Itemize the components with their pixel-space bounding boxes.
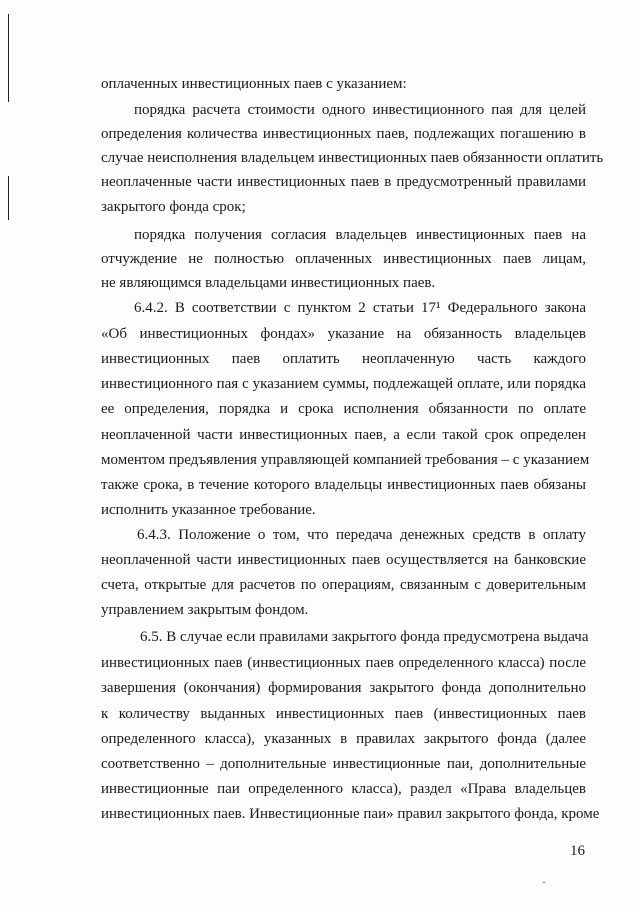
text-line: случае неисполнения владельцем инвестиционных паев обязанности оплатить (101, 150, 604, 166)
text-line: инвестиционных паев (инвестиционных паев определенного класса) после (101, 655, 586, 671)
text-line: к количеству выданных инвестиционных паев (инвестиционных паев (101, 706, 586, 722)
text-line: 6.4.2. В соответствии с пунктом 2 статьи 17¹ Федерального закона (134, 300, 586, 316)
text-line: неоплаченные части инвестиционных паев в предусмотренный правилами (101, 174, 586, 190)
text-line: моментом предъявления управляющей компанией требования – с указанием (101, 452, 590, 468)
text-line: инвестиционных паев оплатить неоплаченную часть каждого (101, 351, 586, 367)
text-line: завершения (окончания) формирования закрытого фонда дополнительно (101, 680, 586, 696)
text-line: 6.5. В случае если правилами закрытого фонда предусмотрена выдача (140, 629, 589, 645)
text-line: закрытого фонда срок; (101, 199, 246, 215)
text-line: не являющимся владельцами инвестиционных паев. (101, 275, 436, 291)
text-line: неоплаченной части инвестиционных паев, а если такой срок определен (101, 427, 586, 443)
scan-speck (543, 882, 545, 883)
margin-mark-top (8, 14, 9, 102)
margin-mark-middle (8, 176, 9, 220)
text-line: отчуждение не полностью оплаченных инвестиционных паев лицам, (101, 251, 586, 267)
text-line: счета, открытые для расчетов по операциям, связанным с доверительным (101, 577, 586, 593)
text-line: порядка получения согласия владельцев инвестиционных паев на (134, 227, 586, 243)
page-number: 16 (570, 843, 585, 859)
text-line: также срока, в течение которого владельцы инвестиционных паев обязаны (101, 477, 586, 493)
text-line: 6.4.3. Положение о том, что передача денежных средств в оплату (137, 527, 586, 543)
text-line: порядка расчета стоимости одного инвестиционного пая для целей (134, 102, 586, 118)
text-line: управлением закрытым фондом. (101, 602, 309, 618)
text-line: ее определения, порядка и срока исполнения обязанности по оплате (101, 401, 586, 417)
text-line: определения количества инвестиционных паев, подлежащих погашению в (101, 126, 586, 142)
text-line: инвестиционные паи определенного класса), раздел «Права владельцев (101, 781, 586, 797)
text-line: соответственно – дополнительные инвестиционные паи, дополнительные (101, 756, 586, 772)
text-line: инвестиционного пая с указанием суммы, подлежащей оплате, или порядка (101, 376, 586, 392)
text-line: исполнить указанное требование. (101, 502, 316, 518)
text-line: инвестиционных паев. Инвестиционные паи» правил закрытого фонда, кроме (101, 806, 600, 822)
text-line: определенного класса), указанных в правилах закрытого фонда (далее (101, 731, 586, 747)
text-line: «Об инвестиционных фондах» указание на обязанность владельцев (101, 326, 586, 342)
text-line: неоплаченной части инвестиционных паев осуществляется на банковские (101, 552, 586, 568)
text-line: оплаченных инвестиционных паев с указанием: (101, 76, 407, 92)
